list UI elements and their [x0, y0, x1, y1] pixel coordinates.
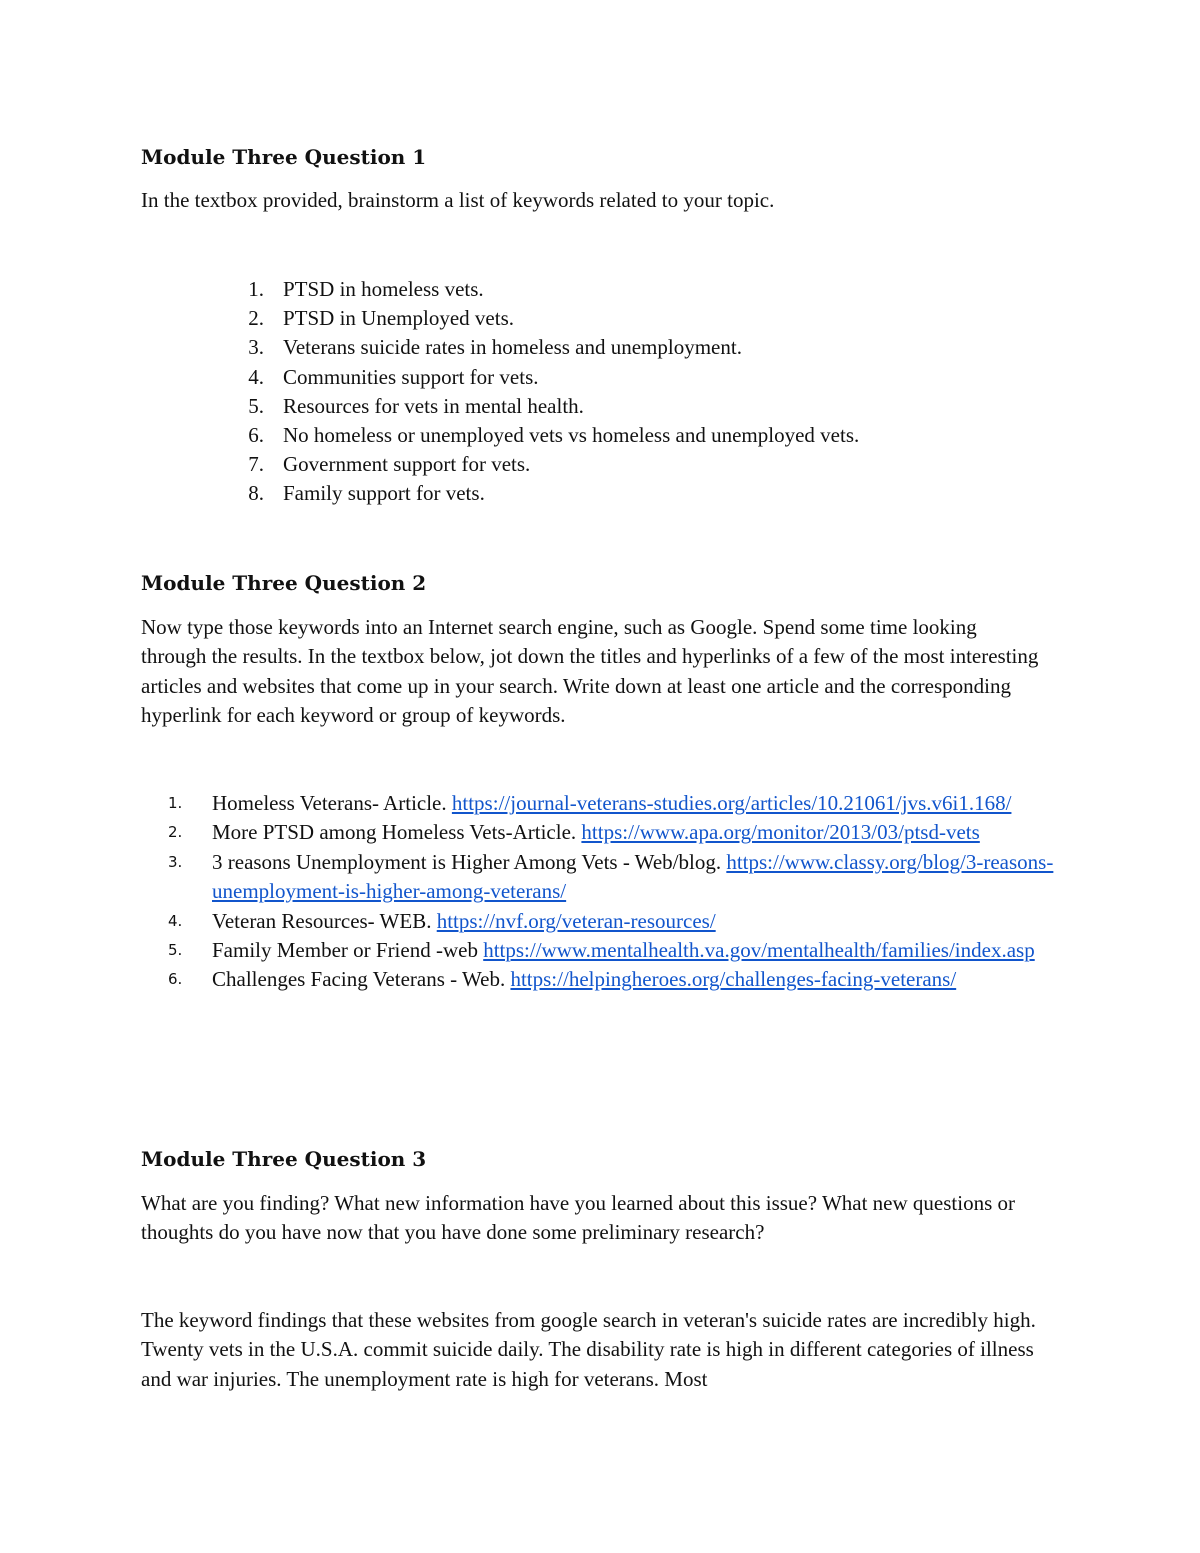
article-number: 4.	[168, 911, 183, 930]
q1-prompt	[141, 186, 1061, 215]
keyword-number: 3.	[248, 335, 264, 360]
article-item	[0, 965, 1062, 994]
keyword-number: 8.	[248, 481, 264, 506]
keyword-text: Resources for vets in mental health.	[283, 393, 584, 418]
keyword-number: 4.	[248, 364, 264, 389]
q3-heading: Module Three Question 3	[141, 1147, 427, 1171]
keyword-number: 7.	[248, 452, 264, 477]
keyword-text: PTSD in homeless vets.	[283, 277, 484, 301]
q3-prompt-text: What are you finding? What new information have you learned about this issue? What new questions or thoughts do you have now that you have done some preliminary research?	[141, 1191, 1015, 1245]
article-link[interactable]: https://helpingheroes.org/challenges-facing-veterans/	[510, 967, 957, 992]
article-item	[0, 789, 1062, 818]
keyword-item	[0, 275, 859, 304]
keyword-item	[0, 421, 859, 450]
article-list	[0, 789, 1062, 995]
keyword-text: No homeless or unemployed vets vs homeless and unemployed vets.	[283, 423, 860, 448]
article-title: Homeless Veterans- Article.	[212, 791, 452, 815]
q3-answer	[141, 1306, 1066, 1394]
article-number: 6.	[168, 970, 183, 989]
keyword-text: Government support for vets.	[283, 452, 531, 477]
article-number: 1.	[168, 794, 183, 812]
keyword-text: Veterans suicide rates in homeless and unemployment.	[283, 335, 742, 360]
article-title: Challenges Facing Veterans - Web.	[212, 967, 511, 992]
article-link[interactable]: https://journal-veterans-studies.org/articles/10.21061/jvs.v6i1.168/	[451, 791, 1012, 815]
keyword-item	[0, 479, 859, 508]
keyword-number: 2.	[248, 306, 264, 331]
q2-prompt-text: Now type those keywords into an Internet search engine, such as Google. Spend some time looking through the results. In the textbox below, jot down the titles and hyperlinks of a few of the most interesting articles and websites that come up in your search. Write down at least one article and the corresponding hyperlink for each keyword or group of keywords.	[141, 615, 1039, 728]
keyword-item	[0, 450, 859, 479]
keyword-text: PTSD in Unemployed vets.	[283, 306, 514, 331]
article-item	[0, 907, 1062, 936]
article-number: 2.	[168, 823, 183, 842]
q2-prompt	[141, 613, 1041, 731]
keyword-item	[0, 304, 859, 333]
article-link[interactable]: https://www.classy.org/blog/3-reasons-unemployment-is-higher-among-veterans/	[212, 849, 1054, 904]
q1-heading: Module Three Question 1	[141, 145, 427, 169]
article-number: 5.	[168, 941, 183, 960]
article-item	[0, 936, 1062, 965]
article-link[interactable]: https://www.apa.org/monitor/2013/03/ptsd-vets	[581, 820, 980, 845]
keyword-item	[0, 392, 859, 421]
keyword-list	[0, 275, 859, 509]
article-link[interactable]: https://nvf.org/veteran-resources/	[436, 908, 716, 933]
article-number: 3.	[168, 852, 183, 871]
q2-heading: Module Three Question 2	[141, 571, 427, 595]
article-item	[0, 848, 1062, 907]
article-link[interactable]: https://www.mentalhealth.va.gov/mentalhealth/families/index.asp	[483, 938, 1035, 963]
keyword-text: Family support for vets.	[283, 481, 485, 506]
article-title: 3 reasons Unemployment is Higher Among Vets - Web/blog.	[212, 849, 727, 874]
keyword-number: 1.	[248, 277, 264, 301]
article-title: Veteran Resources- WEB.	[212, 908, 437, 933]
article-item	[0, 818, 1062, 847]
keyword-number: 5.	[248, 393, 264, 418]
keyword-number: 6.	[248, 423, 264, 448]
q3-answer-text: The keyword findings that these websites from google search in veteran's suicide rates are incredibly high. Twenty vets in the U.S.A. commit suicide daily. The disability rate is high in different categories of illness and war injuries. The unemployment rate is high for veterans. Most	[141, 1308, 1036, 1391]
article-title: More PTSD among Homeless Vets-Article.	[212, 820, 582, 845]
keyword-item	[0, 333, 859, 362]
keyword-text: Communities support for vets.	[283, 364, 539, 389]
q3-prompt	[141, 1189, 1021, 1248]
article-title: Family Member or Friend -web	[212, 938, 484, 963]
q1-prompt-text: In the textbox provided, brainstorm a list of keywords related to your topic.	[141, 188, 775, 212]
keyword-item	[0, 363, 859, 392]
